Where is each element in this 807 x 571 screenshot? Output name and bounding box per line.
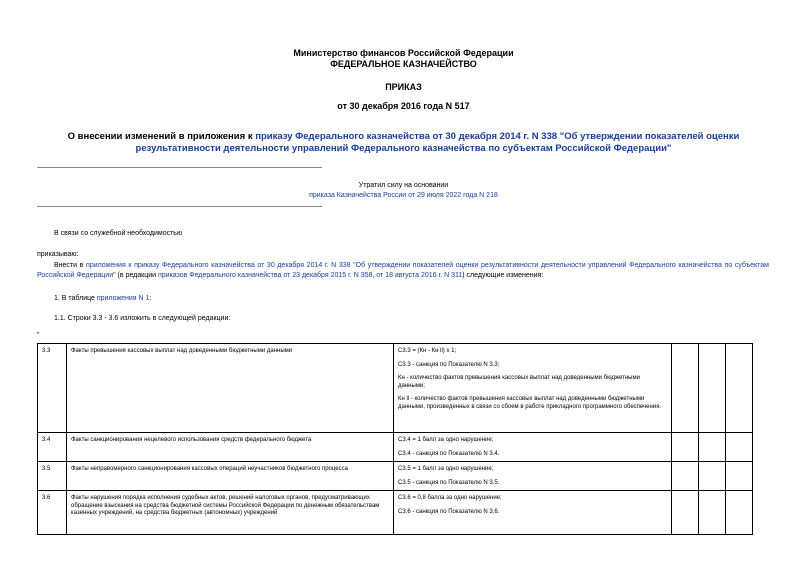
divider-bottom: [37, 206, 322, 207]
table-row: [38, 344, 753, 433]
row-number: 3.6: [38, 491, 67, 535]
opening-quote: ": [37, 332, 40, 339]
paragraph-1: Внести в приложения к приказу Федерального казначейства от 30 декабря 2014 г. N 338 "Об утверждении показателей оценки результативности деятельности управлений Федерального казначейства по субъектам Российской Федерации" (в редакции приказов Федерального казначейства от 23 декабря 2015 г. N 358, от 18 августа 2016 г. N 311) следующие изменения:: [37, 262, 769, 279]
status-link-order-218[interactable]: приказа Казначейства России от 29 июля 2022 года N 218: [309, 192, 498, 199]
title-link-order-338[interactable]: приказу Федерального казначейства от 30 декабря 2014 г. N 338 "Об утверждении показателей оценки результативности деятельности управлений Федерального казначейства по субъектам Российской Федерации": [135, 131, 740, 154]
row-number: 3.5: [38, 462, 67, 491]
row-number: 3.3: [38, 344, 67, 433]
link-order-311[interactable]: от 18 августа 2016 г. N 311: [376, 271, 463, 279]
table-row: [38, 462, 753, 491]
table-row: [38, 491, 753, 535]
formula-cell: С3.5 = 1 балл за одно нарушение; С3.5 - санкция по Показателю N 3.5.: [394, 462, 672, 491]
indicators-table: [37, 343, 753, 535]
table-row: [38, 433, 753, 462]
formula-cell: С3.4 = 1 балл за одно нарушение; С3.4 - санкция по Показателю N 3.4.: [394, 433, 672, 462]
indicator-name: Факты неправомерного санкционирования кассовых операций неучастников бюджетного процесса: [67, 462, 394, 491]
status-line: Утратил силу на основании: [358, 182, 449, 189]
formula-cell: С3.3 = (Кн - Кн ll) х 1; С3.3 - санкция по Показателю N 3.3; Кн - количество фактов превышения кассовых выплат над доведенными бюджетными данными; Кн ll - количество фактов превышения кассовых выплат над доведенными бюджетными данными, произведенных в связи со сбоем в работе прикладного программного обеспечения.: [394, 344, 672, 433]
divider-top: [37, 167, 322, 168]
doc-date: от 30 декабря 2016 года N 517: [337, 101, 470, 111]
doc-type: ПРИКАЗ: [385, 82, 422, 92]
indicator-name: Факты превышения кассовых выплат над доведенными бюджетными данными: [67, 344, 394, 433]
row-number: 3.4: [38, 433, 67, 462]
doc-title: [36, 131, 771, 155]
item-1-1: 1.1. Строки 3.3 - 3.6 изложить в следующей редакции:: [54, 315, 231, 322]
doc-title-prefix: О внесении изменений в приложения к: [67, 131, 256, 142]
formula-cell: С3.6 = 0,8 балла за одно нарушение; С3.6 - санкция по Показателю N 3.6.: [394, 491, 672, 535]
order-word: приказываю:: [37, 251, 79, 258]
item-1: 1. В таблице приложения N 1:: [54, 295, 152, 302]
indicator-name: Факты санкционирования нецелевого использования средств федерального бюджета: [67, 433, 394, 462]
intro-text: В связи со служебной необходимостью: [54, 230, 183, 237]
link-appendices-order-338[interactable]: приложения к приказу Федерального казначейства от 30 декабря 2014 г. N 338 "Об утверждении показателей оценки результативности деятельности управлений Федерального казначейства по субъектам Российской Федерации": [37, 262, 769, 279]
link-appendix-1[interactable]: приложения N 1: [96, 295, 150, 302]
treasury-name: ФЕДЕРАЛЬНОЕ КАЗНАЧЕЙСТВО: [330, 59, 477, 69]
ministry-name: Министерство финансов Российской Федерации: [293, 48, 514, 58]
link-order-358[interactable]: приказов Федерального казначейства от 23 декабря 2015 г. N 358: [158, 271, 373, 279]
indicator-name: Факты нарушения порядка исполнения судебных актов, решений налоговых органов, предусматривающих обращение взыскания на средства бюджетной системы Российской Федерации по денежным обязательствам казенных учреждений, на средства бюджетных (автономных) учреждений: [67, 491, 394, 535]
